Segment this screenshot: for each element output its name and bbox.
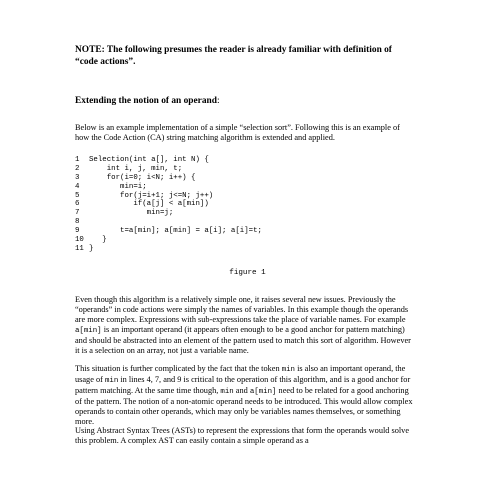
code-line-text: Selection(int a[], int N) { <box>89 156 209 164</box>
para3-text-e: need to be related for a good anchoring of the pattern. The notion of a non-atomic operand needs to be introduced. This would allow complex operands to contain other operands, which may only be variables names themselves, or something more. <box>75 386 413 426</box>
figure-caption: figure 1 <box>229 269 266 277</box>
code-line-number: 9 <box>75 227 80 236</box>
code-line-text: } <box>89 236 107 245</box>
code-line <box>75 218 405 227</box>
code-line-text: int i, j, min, t; <box>89 164 183 173</box>
code-line-number: 8 <box>75 218 80 227</box>
code-line-text: min=j; <box>89 209 174 218</box>
code-line <box>75 200 405 209</box>
code-line <box>75 236 405 245</box>
para3-text-c: in lines 4, 7, and 9 is critical to the operation of this algorithm, and is a good anchor for pattern matching. At the same time though, <box>75 375 411 395</box>
inline-code-min: min <box>104 377 119 385</box>
code-line-number: 5 <box>75 191 80 200</box>
code-line-text: min=i; <box>89 182 147 191</box>
code-line <box>75 165 405 174</box>
code-line <box>75 174 405 183</box>
code-line <box>75 156 405 165</box>
code-line-number: 6 <box>75 200 80 209</box>
code-line <box>75 183 405 192</box>
code-line-number: 2 <box>75 164 80 173</box>
code-line <box>75 227 405 236</box>
code-line-number: 10 <box>75 236 84 245</box>
code-line <box>75 209 405 218</box>
para3-text-d: and <box>233 386 250 395</box>
para3-text-a: This situation is further complicated by the fact that the token <box>75 364 282 373</box>
code-line-text: t=a[min]; a[min] = a[i]; a[i]=t; <box>89 227 262 236</box>
code-line-number: 1 <box>75 156 80 164</box>
para2-text-b: is an important operand (it appears often enough to be a good anchor for pattern matching) and should be abstracted into an element of the pattern used to match this sort of algorithm. However it is a selection on an array, not just a variable name. <box>75 325 411 355</box>
paragraph-non-atomic <box>75 364 415 427</box>
code-line-text: for(i=0; i<N; i++) { <box>89 173 196 182</box>
code-line-text: for(j=i+1; j<=N; j++) <box>89 191 214 200</box>
section-heading <box>75 96 415 107</box>
note-paragraph: NOTE: The following presumes the reader is already familiar with definition of “code actions”. <box>75 45 392 67</box>
section-heading-colon: : <box>216 96 220 106</box>
code-line <box>75 245 405 254</box>
paragraph-ast: Using Abstract Syntax Trees (ASTs) to represent the expressions that form the operands would solve this problem. A complex AST can easily contain a simple operand as a <box>75 426 410 445</box>
code-line-text: } <box>89 244 94 253</box>
code-listing <box>75 156 405 254</box>
inline-code-a-min: a[min] <box>249 388 277 396</box>
code-line-number: 11 <box>75 244 84 253</box>
code-line-text: if(a[j] < a[min]) <box>89 200 209 209</box>
code-line-number: 3 <box>75 173 80 182</box>
code-line-number: 7 <box>75 209 80 218</box>
code-line <box>75 192 405 201</box>
code-line-number: 4 <box>75 182 80 191</box>
inline-code-a-min: a[min] <box>75 327 102 335</box>
inline-code-min: min <box>281 366 295 374</box>
para3-text-b: is also an important operand, the usage of <box>75 364 406 384</box>
section-heading-text: Extending the notion of an operand <box>75 96 217 106</box>
intro-paragraph: Below is an example implementation of a simple “selection sort”. Following this is an example of how the Code Action (CA) string matching algorithm is extended and applied. <box>75 123 400 142</box>
inline-code-min: min <box>220 388 234 396</box>
paragraph-operands <box>75 295 415 356</box>
para2-text-a: Even though this algorithm is a relatively simple one, it raises several new issues. Previously the “operands” in code actions were simply the names of variables. In this example though the operands are more complex. Expressions with sub-expressions take the place of variable names. For example <box>75 295 409 324</box>
